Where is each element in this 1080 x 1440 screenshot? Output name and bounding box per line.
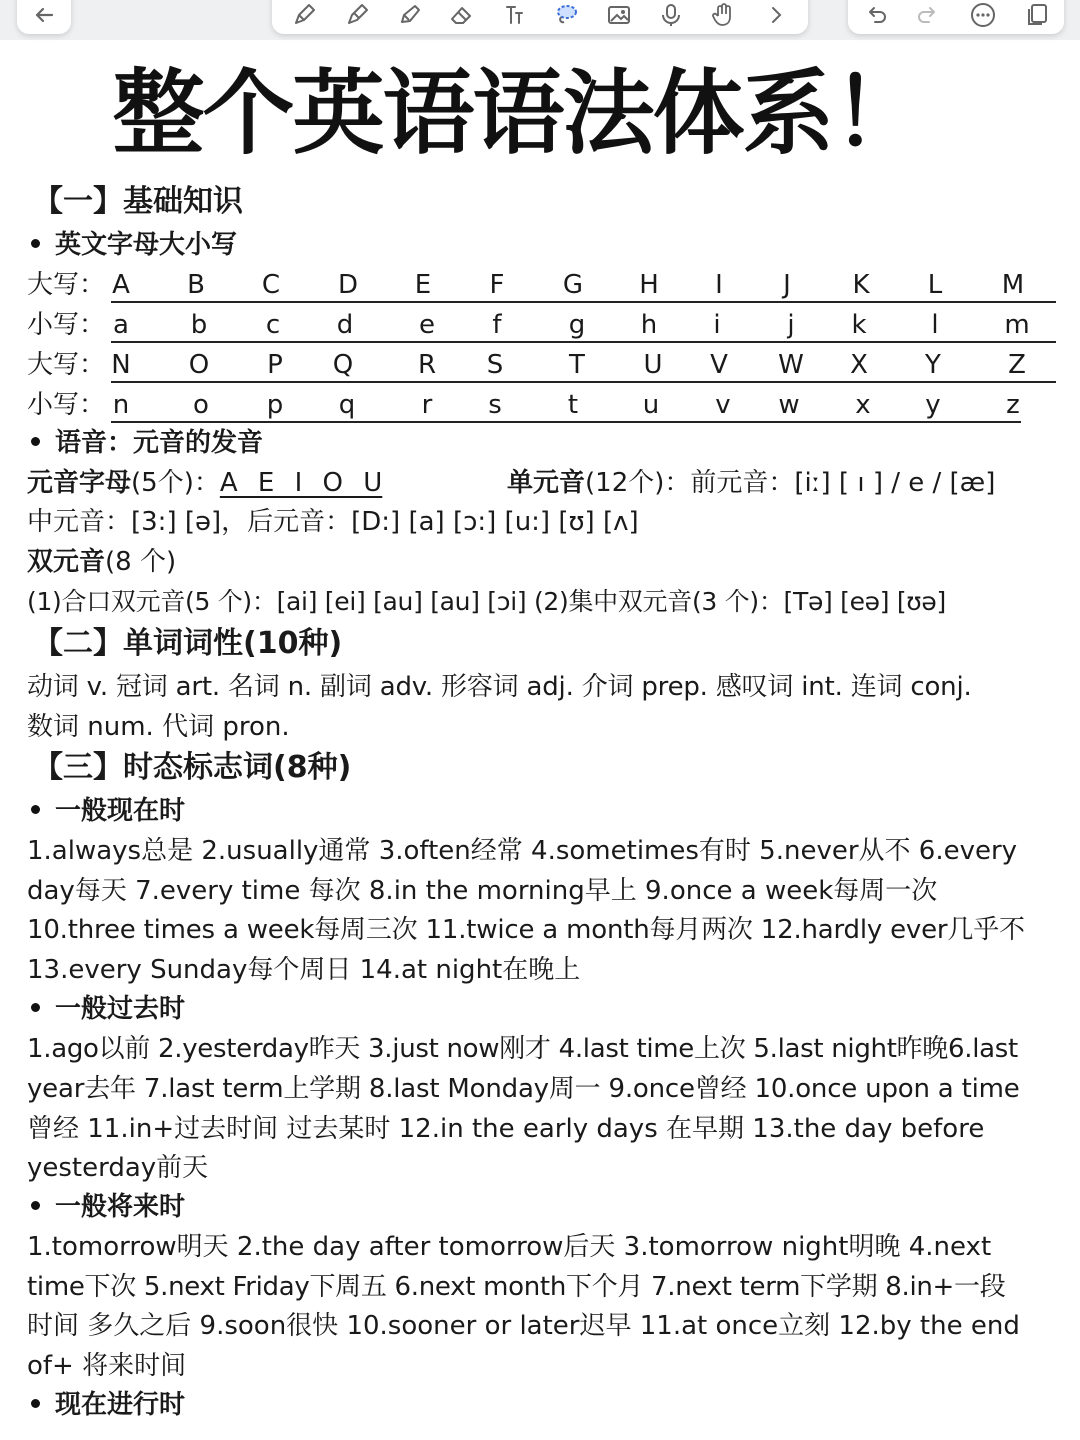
- letter-line: [111, 385, 1021, 423]
- hand-icon: [709, 1, 737, 29]
- back-button[interactable]: [27, 0, 61, 32]
- letter-line: [111, 345, 1056, 383]
- letter: S: [486, 350, 504, 380]
- letter: N: [111, 350, 131, 380]
- letter: X: [850, 350, 868, 380]
- label: 单元音: [507, 468, 586, 498]
- alphabet-row: [27, 265, 1037, 305]
- subheading-future-simple: [27, 1187, 185, 1227]
- future-simple-line: 1.tomorrow明天 2.the day after tomorrow后天 3.tomorrow night明晚 4.next: [27, 1232, 992, 1262]
- subheading-present-continuous: [27, 1385, 185, 1425]
- parts-of-speech-line: 动词 v. 冠词 art. 名词 n. 副词 adv. 形容词 adj. 介词 prep. 感叹词 int. 连词 conj.: [27, 672, 972, 702]
- microphone-tool[interactable]: [654, 0, 688, 32]
- image-tool[interactable]: [602, 0, 636, 32]
- letter: J: [783, 270, 791, 300]
- letter: L: [927, 270, 943, 300]
- letter: a: [113, 310, 129, 340]
- letter: v: [715, 390, 731, 420]
- letter: B: [187, 270, 205, 300]
- present-simple-line: day每天 7.every time 每次 8.in the morning早上 9.once a week每周一次: [27, 876, 938, 906]
- letter: s: [488, 390, 502, 420]
- present-simple-line: 10.three times a week每周三次 11.twice a month每月两次 12.hardly ever几乎不: [27, 915, 1025, 945]
- letter: E: [414, 270, 432, 300]
- letter: e: [419, 310, 435, 340]
- letter: V: [710, 350, 728, 380]
- letter: U: [643, 350, 663, 380]
- bullet: [31, 805, 40, 814]
- diphthong-heading-line: [27, 542, 176, 582]
- row-label: 小写：: [27, 390, 106, 420]
- letter: r: [421, 390, 433, 420]
- more-tools-button[interactable]: [759, 0, 793, 32]
- letter: Q: [332, 350, 354, 380]
- letter: x: [855, 390, 871, 420]
- subheading-present-simple: [27, 791, 185, 831]
- letter: o: [193, 390, 209, 420]
- lasso-tool[interactable]: [549, 0, 583, 32]
- present-simple-line: 13.every Sunday每个周日 14.at night在晚上: [27, 955, 581, 985]
- subheading-text: 现在进行时: [55, 1390, 186, 1420]
- text-tool-icon: [500, 1, 528, 29]
- bullet: [31, 1003, 40, 1012]
- alphabet-row: [27, 345, 1037, 385]
- subheading-past-simple: [27, 989, 185, 1029]
- history-actions: [848, 0, 1064, 34]
- text-tool[interactable]: [497, 0, 531, 32]
- letter: T: [569, 350, 585, 380]
- count: (8 个): [105, 547, 177, 577]
- pen-tool[interactable]: [287, 0, 321, 32]
- letter: G: [562, 270, 584, 300]
- letter: n: [112, 390, 130, 420]
- lasso-icon: [552, 1, 580, 29]
- pages-button[interactable]: [1020, 0, 1054, 32]
- label: 元音字母: [27, 468, 132, 498]
- letter: C: [261, 270, 281, 300]
- highlighter-icon: [343, 1, 371, 29]
- diphthong-detail-line: (1)合口双元音(5 个)：[ai] [ei] [au] [au] [ɔi] (2)集中双元音(3 个)：[Tə] [eə] [ʊə]: [27, 587, 946, 616]
- redo-button[interactable]: [912, 0, 946, 32]
- letter: A: [112, 270, 130, 300]
- more-button[interactable]: [966, 0, 1000, 32]
- highlighter-tool[interactable]: [340, 0, 374, 32]
- redo-icon: [915, 1, 943, 29]
- count: (5个)：: [131, 468, 220, 498]
- letter: O: [188, 350, 210, 380]
- bullet: [31, 239, 40, 248]
- letter: D: [337, 270, 359, 300]
- letter: P: [267, 350, 283, 380]
- alphabet-row: [27, 385, 1037, 425]
- subheading-text: 英文字母大小写: [55, 230, 238, 260]
- subheading-alphabet: [27, 225, 237, 265]
- undo-button[interactable]: [858, 0, 892, 32]
- letter-line: [111, 305, 1056, 343]
- top-toolbar: [0, 0, 1080, 40]
- letter: u: [642, 390, 660, 420]
- past-simple-line: 1.ago以前 2.yesterday昨天 3.just now刚才 4.last time上次 5.last night昨晚6.last: [27, 1034, 1018, 1064]
- pages-icon: [1023, 1, 1051, 29]
- letter: t: [567, 390, 579, 420]
- past-simple-line: year去年 7.last term上学期 8.last Monday周一 9.once曾经 10.once upon a time: [27, 1074, 1020, 1104]
- section-heading-basics: 【一】基础知识: [33, 184, 243, 219]
- letter: d: [336, 310, 354, 340]
- drawing-tools: [272, 0, 808, 34]
- letter: h: [640, 310, 658, 340]
- past-simple-line: yesterday前天: [27, 1153, 209, 1183]
- letter: b: [190, 310, 208, 340]
- bullet: [31, 437, 40, 446]
- letter: F: [489, 270, 505, 300]
- pen-icon: [290, 1, 318, 29]
- monophthong-detail: (12个)：前元音：[iː] [ ı ] / e / [æ]: [585, 468, 996, 498]
- chevron-right-icon: [762, 1, 790, 29]
- subheading-text: 语音：元音的发音: [55, 428, 264, 458]
- row-label: 大写：: [27, 270, 106, 300]
- subheading-text: 一般过去时: [55, 994, 186, 1024]
- image-icon: [605, 1, 633, 29]
- row-label: 大写：: [27, 350, 106, 380]
- future-simple-line: of+ 将来时间: [27, 1351, 187, 1381]
- letter: K: [852, 270, 870, 300]
- past-simple-line: 曾经 11.in+过去时间 过去某时 12.in the early days 在早期 13.the day before: [27, 1114, 985, 1144]
- letter: q: [338, 390, 356, 420]
- letter: W: [778, 350, 804, 380]
- hand-tool[interactable]: [706, 0, 740, 32]
- letter: p: [266, 390, 284, 420]
- row-label: 小写：: [27, 310, 106, 340]
- subheading-text: 一般现在时: [55, 796, 186, 826]
- present-simple-line: 1.always总是 2.usually通常 3.often经常 4.sometimes有时 5.never从不 6.every: [27, 836, 1018, 866]
- letter: Y: [925, 350, 941, 380]
- letter: I: [715, 270, 723, 300]
- future-simple-line: 时间 多久之后 9.soon很快 10.sooner or later迟早 11.at once立刻 12.by the end: [27, 1311, 1020, 1341]
- bullet: [31, 1201, 40, 1210]
- undo-icon: [861, 1, 889, 29]
- letter: z: [1006, 390, 1020, 420]
- monophthong-line: [507, 463, 995, 503]
- alphabet-row: [27, 305, 1037, 345]
- letter: c: [265, 310, 281, 340]
- marker-icon: [395, 1, 423, 29]
- letter: i: [713, 310, 721, 340]
- letter: M: [1001, 270, 1025, 300]
- subheading-phonetics: [27, 423, 263, 463]
- page-title: 整个英语语法体系！: [112, 60, 923, 167]
- letter: H: [639, 270, 659, 300]
- letter: m: [1004, 310, 1030, 340]
- letter: l: [931, 310, 939, 340]
- letter: y: [925, 390, 941, 420]
- back-arrow-icon: [30, 1, 58, 29]
- marker-tool[interactable]: [392, 0, 426, 32]
- section-heading-parts-of-speech: 【二】单词词性(10种): [33, 626, 343, 661]
- middle-back-vowels-line: 中元音：[3:] [ə]，后元音：[D:] [a] [ɔ:] [u:] [ʊ] [ʌ]: [27, 507, 639, 537]
- vowel-letters: A E I O U: [219, 468, 383, 498]
- future-simple-line: time下次 5.next Friday下周五 6.next month下个月 7.next term下学期 8.in+一段: [27, 1272, 1006, 1302]
- subheading-text: 一般将来时: [55, 1192, 186, 1222]
- more-icon: [969, 1, 997, 29]
- microphone-icon: [657, 1, 685, 29]
- letter: j: [787, 310, 795, 340]
- section-heading-tense-markers: 【三】时态标志词(8种): [33, 750, 352, 785]
- letter: k: [851, 310, 867, 340]
- parts-of-speech-line: 数词 num. 代词 pron.: [27, 712, 290, 742]
- letter: R: [417, 350, 437, 380]
- letter: w: [778, 390, 800, 420]
- vowel-letters-line: [27, 463, 382, 503]
- eraser-tool[interactable]: [444, 0, 478, 32]
- letter: Z: [1008, 350, 1026, 380]
- letter-line: [111, 265, 1056, 303]
- label: 双元音: [27, 547, 106, 577]
- eraser-icon: [447, 1, 475, 29]
- bullet: [31, 1399, 40, 1408]
- letter: g: [568, 310, 586, 340]
- back-button-container: [17, 0, 71, 34]
- letter: f: [492, 310, 502, 340]
